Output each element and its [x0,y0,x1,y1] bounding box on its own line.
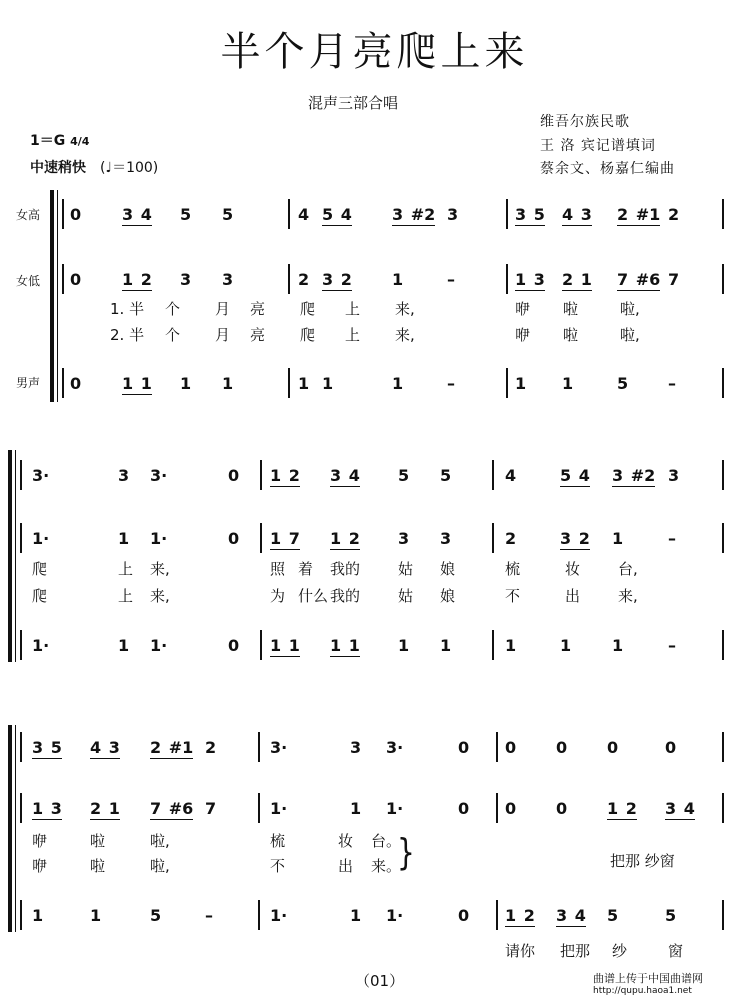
bar-line [288,199,290,229]
lyric-1: 咿 [32,832,48,850]
bar-line [20,523,22,553]
alto-note: 1· [386,799,404,818]
male-lyric: 把那 [560,942,591,960]
page-number: （01） [355,972,405,990]
male-note: 0 [70,374,82,393]
male-note: 1 [322,374,334,393]
watermark: 曲谱上传于中国曲谱网 http://qupu.haoa1.net [593,972,703,996]
time-signature: 4/4 [70,135,90,148]
bar-line [722,199,724,229]
lyric-2: 姑 [398,587,414,605]
bar-line [258,900,260,930]
lyric-2: 啦, [620,326,640,344]
alto-note: 0 [458,799,470,818]
lyric-1: 月 [215,300,231,318]
soprano-note: 0 [607,738,619,757]
alto-note: 1 3 [32,799,62,818]
male-note: 1· [386,906,404,925]
bar-line [496,900,498,930]
bar-line [258,732,260,762]
key-signature: 1＝G 4/4 [30,133,90,149]
soprano-note: 3 4 [122,205,152,224]
lyric-1: 梳 [270,832,286,850]
alto-note: 1· [32,529,50,548]
male-note: – [668,374,676,393]
soprano-note: 4 [505,466,517,485]
soprano-note: 3 [350,738,362,757]
lyric-2: 咿 [32,857,48,875]
system-bracket-line [15,725,16,932]
male-note: 1 [560,636,572,655]
part-label-alto: 女低 [16,274,41,288]
bar-line [260,460,262,490]
soprano-note: 3· [386,738,404,757]
lyric-2: 来。 [371,857,402,875]
male-note: 1 1 [122,374,152,393]
lyric-1: 啦, [150,832,170,850]
lyric-2: 出 [338,857,354,875]
lyric-1: 上 [118,560,134,578]
bar-line [722,523,724,553]
alto-note: 2 1 [90,799,120,818]
male-note: 1 [298,374,310,393]
bar-line [62,199,64,229]
soprano-note: 5 [180,205,192,224]
lyric-2: 来, [618,587,638,605]
male-note: 5 [607,906,619,925]
alto-note: 1 2 [330,529,360,548]
bar-line [260,523,262,553]
bar-line [20,732,22,762]
page-title: 半个月亮爬上来 [220,29,529,75]
bar-line [20,630,22,660]
lyric-2: 不 [270,857,286,875]
male-note: – [668,636,676,655]
male-note: 1 [562,374,574,393]
soprano-note: 5 4 [322,205,352,224]
bar-line [288,264,290,294]
male-note: 1 [180,374,192,393]
soprano-note: 4 3 [90,738,120,757]
lyric-1: 1. 半 [110,300,145,318]
lyric-2: 娘 [440,587,456,605]
bar-line [492,523,494,553]
lyric-2: 来, [150,587,170,605]
soprano-note: 2 #1 [150,738,194,757]
alto-note: 0 [556,799,568,818]
alto-note: 3 [180,270,192,289]
system-bracket [50,190,54,402]
lyric-2: 2. 半 [110,326,145,344]
lyric-2: 咿 [515,326,531,344]
male-note: 1 2 [505,906,535,925]
male-note: 5 [150,906,162,925]
alto-note: 2 [298,270,310,289]
soprano-note: 3· [150,466,168,485]
lyric-1: 着 [298,560,314,578]
lyric-2: 上 [118,587,134,605]
soprano-note: 3 [118,466,130,485]
alto-note: 1 3 [515,270,545,289]
lyric-1: 台。 [371,832,402,850]
alto-note: 1 2 [607,799,637,818]
lyric-1: 个 [165,300,181,318]
male-note: 1 [118,636,130,655]
male-note: 1· [32,636,50,655]
alto-note: 1· [270,799,288,818]
soprano-note: 0 [665,738,677,757]
lyric-2: 亮 [250,326,266,344]
lyric-2: 出 [565,587,581,605]
lyric-2: 什么 [298,587,329,605]
alto-note: 1 [392,270,404,289]
alto-lyric-end: 把那 纱窗 [610,852,675,870]
soprano-note: 1 2 [270,466,300,485]
male-note: 1 1 [270,636,300,655]
bar-line [722,264,724,294]
soprano-note: 3 #2 [612,466,656,485]
lyric-1: 爬 [300,300,316,318]
lyric-1: 妆 [565,560,581,578]
soprano-note: 5 [222,205,234,224]
bar-line [62,368,64,398]
soprano-note: 0 [70,205,82,224]
male-note: 1 [515,374,527,393]
alto-note: 2 [505,529,517,548]
bar-line [506,199,508,229]
soprano-note: 0 [228,466,240,485]
alto-note: 0 [228,529,240,548]
lyric-1: 啦 [90,832,106,850]
lyric-1: 妆 [338,832,354,850]
bar-line [20,900,22,930]
system-bracket [8,450,12,662]
alto-note: 3 4 [665,799,695,818]
system-bracket [8,725,12,932]
alto-note: 1 2 [122,270,152,289]
alto-note: 1 [118,529,130,548]
lyric-1: 上 [345,300,361,318]
alto-note: 1· [150,529,168,548]
soprano-note: 0 [458,738,470,757]
system-bracket-line [57,190,58,402]
alto-note: 7 #6 [617,270,661,289]
subtitle: 混声三部合唱 [308,94,399,112]
lyric-2: 啦, [150,857,170,875]
male-note: 1 [350,906,362,925]
alto-note: 1 7 [270,529,300,548]
male-note: 0 [228,636,240,655]
soprano-note: 5 [398,466,410,485]
bar-line [722,900,724,930]
bar-line [288,368,290,398]
lyric-2: 为 [270,587,286,605]
soprano-note: 3· [270,738,288,757]
bar-line [260,630,262,660]
male-note: 1 [612,636,624,655]
bar-line [62,264,64,294]
male-note: 1 [398,636,410,655]
alto-note: 3 [398,529,410,548]
lyric-2: 月 [215,326,231,344]
system-bracket-line [15,450,16,662]
lyric-2: 啦 [563,326,579,344]
alto-note: 3 2 [322,270,352,289]
male-note: 5 [617,374,629,393]
soprano-note: 3 4 [330,466,360,485]
soprano-note: 3 [668,466,680,485]
male-note: 1 1 [330,636,360,655]
alto-note: 3 2 [560,529,590,548]
lyrics-brace: } [397,831,415,874]
soprano-note: 0 [505,738,517,757]
lyric-2: 爬 [32,587,48,605]
bar-line [20,793,22,823]
male-note: 5 [665,906,677,925]
lyric-2: 来, [395,326,415,344]
soprano-note: 3 [447,205,459,224]
lyric-1: 啦, [620,300,640,318]
credit-line-2: 王 洛 宾记谱填词 [540,138,656,154]
lyric-2: 不 [505,587,521,605]
lyric-2: 上 [345,326,361,344]
male-note: – [447,374,455,393]
alto-note: 7 #6 [150,799,194,818]
bar-line [722,793,724,823]
male-lyric: 请你 [505,942,536,960]
bar-line [506,264,508,294]
credit-line-3: 蔡余文、杨嘉仁编曲 [540,161,675,177]
soprano-note: 3· [32,466,50,485]
soprano-note: 2 [668,205,680,224]
part-label-soprano: 女高 [16,208,41,222]
alto-note: 2 1 [562,270,592,289]
male-note: 3 4 [556,906,586,925]
soprano-note: 2 [205,738,217,757]
lyric-1: 亮 [250,300,266,318]
alto-note: 1 [612,529,624,548]
alto-note: 0 [70,270,82,289]
alto-note: 0 [505,799,517,818]
lyric-2: 啦 [90,857,106,875]
lyric-1: 娘 [440,560,456,578]
soprano-note: 3 5 [515,205,545,224]
lyric-1: 来, [150,560,170,578]
bar-line [492,460,494,490]
male-note: 1 [392,374,404,393]
alto-note: 3 [222,270,234,289]
tempo-marking: 中速稍快 (♩＝100) [30,160,159,176]
soprano-note: 3 #2 [392,205,436,224]
alto-note: 7 [205,799,217,818]
soprano-note: 5 4 [560,466,590,485]
male-note: 1 [505,636,517,655]
soprano-note: 4 [298,205,310,224]
male-note: 1 [440,636,452,655]
lyric-1: 梳 [505,560,521,578]
lyric-2: 爬 [300,326,316,344]
bar-line [722,460,724,490]
male-note: 1 [90,906,102,925]
alto-note: – [447,270,455,289]
lyric-1: 爬 [32,560,48,578]
bar-line [506,368,508,398]
bar-line [722,630,724,660]
bar-line [722,732,724,762]
soprano-note: 3 5 [32,738,62,757]
bar-line [496,793,498,823]
alto-note: 3 [440,529,452,548]
lyric-1: 姑 [398,560,414,578]
male-note: 1· [270,906,288,925]
male-note: – [205,906,213,925]
male-note: 1 [32,906,44,925]
bar-line [492,630,494,660]
male-lyric: 窗 [668,942,684,960]
soprano-note: 4 3 [562,205,592,224]
lyric-1: 我的 [330,560,361,578]
lyric-1: 照 [270,560,286,578]
male-note: 1· [150,636,168,655]
lyric-1: 台, [618,560,638,578]
male-lyric: 纱 [612,942,628,960]
soprano-note: 5 [440,466,452,485]
lyric-2: 个 [165,326,181,344]
soprano-note: 0 [556,738,568,757]
bar-line [20,460,22,490]
alto-note: – [668,529,676,548]
part-label-male: 男声 [16,376,41,390]
lyric-1: 咿 [515,300,531,318]
alto-note: 1 [350,799,362,818]
lyric-2: 我的 [330,587,361,605]
bar-line [258,793,260,823]
bar-line [496,732,498,762]
soprano-note: 2 #1 [617,205,661,224]
lyric-1: 来, [395,300,415,318]
male-note: 1 [222,374,234,393]
credit-line-1: 维吾尔族民歌 [540,114,630,130]
alto-note: 7 [668,270,680,289]
male-note: 0 [458,906,470,925]
lyric-1: 啦 [563,300,579,318]
bar-line [722,368,724,398]
